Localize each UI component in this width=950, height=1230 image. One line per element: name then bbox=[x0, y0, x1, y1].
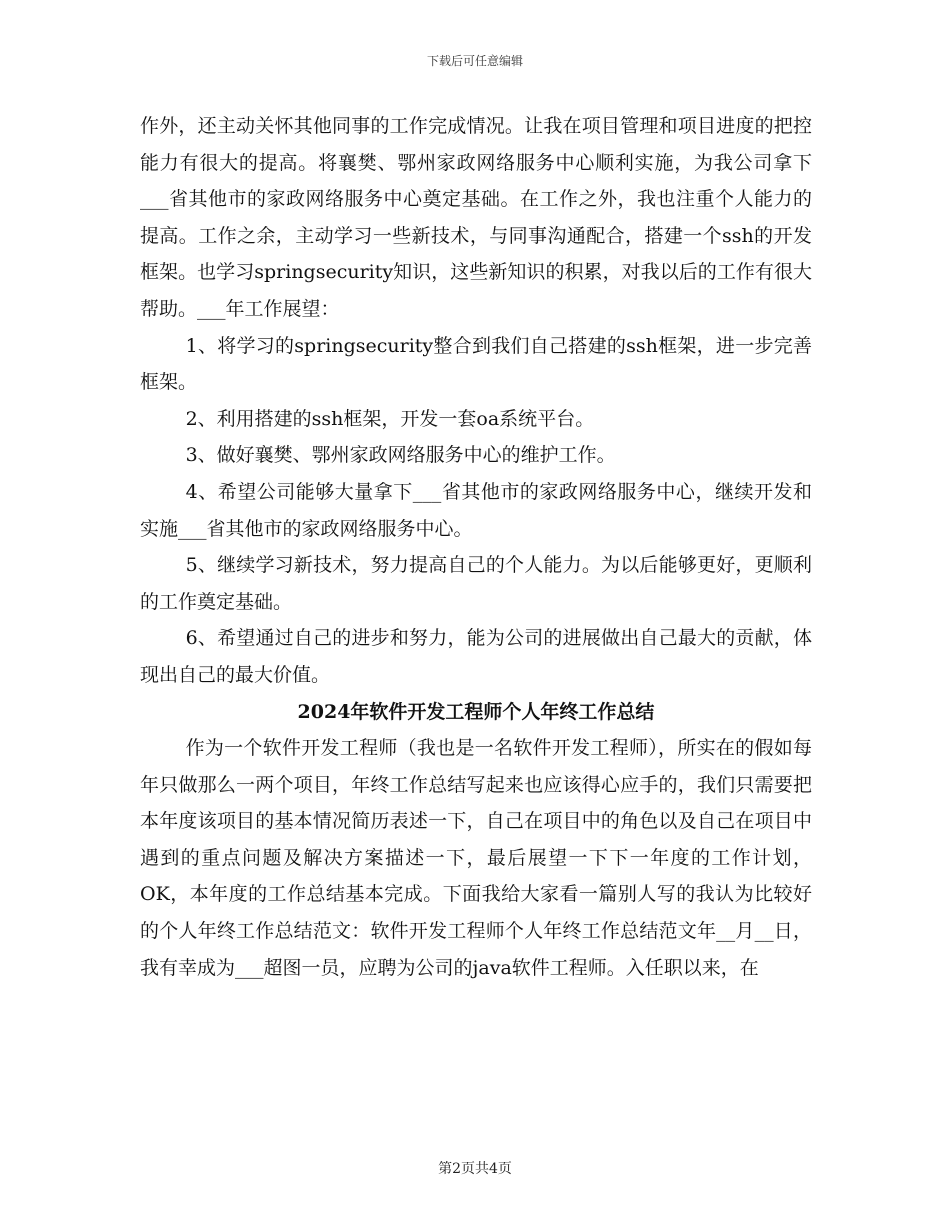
list-item-4: 4、希望公司能够大量拿下___省其他市的家政网络服务中心，继续开发和实施___省其他市的家政网络服务中心。 bbox=[140, 480, 812, 540]
page-header: 下载后可任意编辑 bbox=[426, 54, 523, 68]
list-item-3: 3、做好襄樊、鄂州家政网络服务中心的维护工作。 bbox=[185, 444, 616, 467]
paragraph-intro: 作外，还主动关怀其他同事的工作完成情况。让我在项目管理和项目进度的把控能力有很大的提高。将襄樊、鄂州家政网络服务中心顺利实施，为我公司拿下___省其他市的家政网络服务中心奠定基础。在工作之外，我也注重个人能力的提高。工作之余，主动学习一些新技术，与同事沟通配合，搭建一个ssh的开发框架。也学习springsecurity知识，这些新知识的积累，对我以后的工作有很大帮助。___年工作展望： bbox=[140, 115, 812, 320]
page-footer: 第2页共4页 bbox=[438, 1161, 512, 1177]
list-item-1: 1、将学习的springsecurity整合到我们自己搭建的ssh框架，进一步完善框架。 bbox=[140, 334, 812, 394]
document-body bbox=[140, 108, 812, 986]
list-item-6: 6、希望通过自己的进步和努力，能为公司的进展做出自己最大的贡献，体现出自己的最大价值。 bbox=[140, 627, 812, 686]
section-paragraph: 作为一个软件开发工程师（我也是一名软件开发工程师），所实在的假如每年只做那么一两个项目，年终工作总结写起来也应该得心应手的，我们只需要把本年度该项目的基本情况简历表述一下，自己在项目中的角色以及自己在项目中遇到的重点问题及解决方案描述一下，最后展望一下下一年度的工作计划，OK，本年度的工作总结基本完成。下面我给大家看一篇别人写的我认为比较好的个人年终工作总结范文：软件开发工程师个人年终工作总结范文年__月__日，我有幸成为___超图一员，应聘为公司的java软件工程师。入任职以来，在 bbox=[140, 737, 812, 979]
list-item-5: 5、继续学习新技术，努力提高自己的个人能力。为以后能够更好，更顺利的工作奠定基础。 bbox=[140, 554, 812, 613]
list-item-2: 2、利用搭建的ssh框架，开发一套oa系统平台。 bbox=[185, 407, 595, 430]
section-title: 2024年软件开发工程师个人年终工作总结 bbox=[297, 700, 655, 723]
